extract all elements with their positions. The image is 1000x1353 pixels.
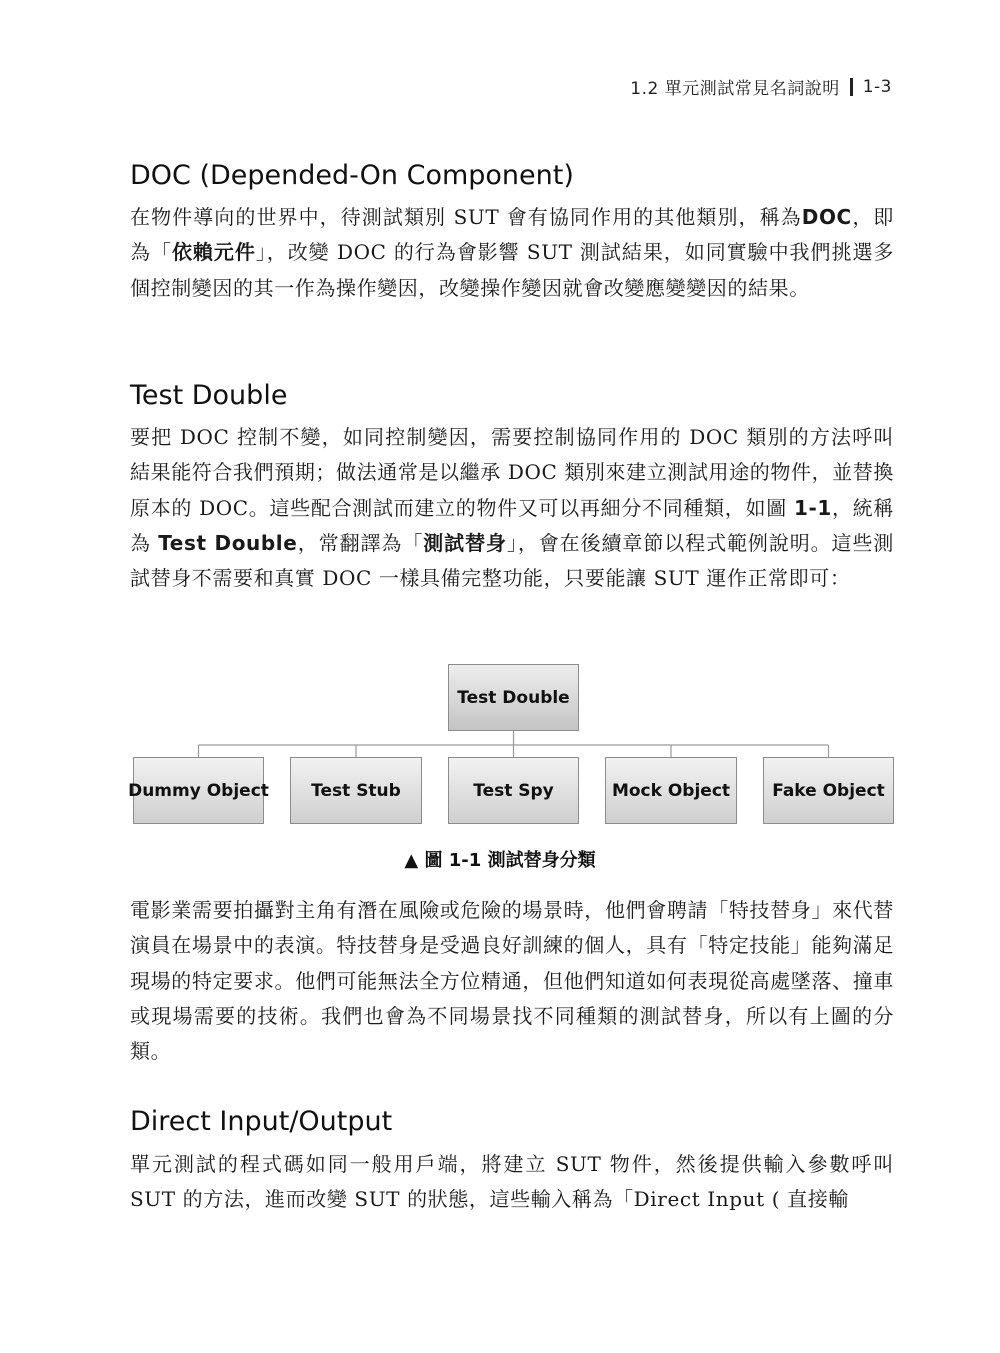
running-header xyxy=(630,74,892,99)
paragraph-td-bold-figure-ref: 1-1 xyxy=(793,495,832,520)
paragraph-stunt-double: 電影業需要拍攝對主角有潛在風險或危險的場景時，他們會聘請「特技替身」來代替演員在場景中的表演。特技替身是受過良好訓練的個人，具有「特定技能」能夠滿足現場的特定要求。他們可能無法全方位精通，但他們知道如何表現從高處墜落、撞車或現場需要的技術。我們也會為不同場景找不同種類的測試替身，所以有上圖的分類。 xyxy=(130,898,894,1064)
heading-doc: DOC (Depended-On Component) xyxy=(130,160,574,191)
paragraph-td-text-3: ，常翻譯為「 xyxy=(297,530,424,555)
paragraph-test-double xyxy=(130,420,894,596)
paragraph-td-bold-test-double: Test Double xyxy=(158,530,298,555)
header-page-number: 1-3 xyxy=(862,76,892,97)
node-dummy-object: Dummy Object xyxy=(133,757,264,824)
node-test-double: Test Double xyxy=(448,664,579,731)
paragraph-doc xyxy=(130,200,894,306)
paragraph-td-text-2: ，統稱為 xyxy=(130,495,894,555)
paragraph-td-text-1: 要把 DOC 控制不變，如同控制變因，需要控制協同作用的 DOC 類別的方法呼叫結果能符合我們預期；做法通常是以繼承 DOC 類別來建立測試用途的物件，並替換原本的 DOC。這些配合測試而建立的物件又可以再細分不同種類，如圖 xyxy=(130,425,894,520)
paragraph-doc-bold-term: 依賴元件 xyxy=(171,240,256,265)
paragraph-td-bold-term: 測試替身 xyxy=(423,530,507,555)
paragraph-td-text-4: 」，會在後續章節以程式範例說明。這些測試替身不需要和真實 DOC 一樣具備完整功能，只要能讓 SUT 運作正常即可： xyxy=(130,530,894,591)
header-separator xyxy=(850,78,853,96)
paragraph-doc-text-3: 」，改變 DOC 的行為會影響 SUT 測試結果，如同實驗中我們挑選多個控制變因的其一作為操作變因，改變操作變因就會改變應變變因的結果。 xyxy=(130,240,895,300)
paragraph-doc-bold-doc: DOC xyxy=(801,205,852,229)
node-fake-object: Fake Object xyxy=(763,757,894,824)
figure-caption: ▲ 圖 1-1 測試替身分類 xyxy=(404,850,596,871)
paragraph-doc-text-2: ，即為「 xyxy=(130,205,894,265)
header-section-title: 1.2 單元測試常見名詞說明 xyxy=(630,79,840,99)
node-mock-object: Mock Object xyxy=(605,757,737,824)
node-test-stub: Test Stub xyxy=(290,757,422,824)
node-test-spy: Test Spy xyxy=(448,757,579,824)
paragraph-doc-text-1: 在物件導向的世界中，待測試類別 SUT 會有協同作用的其他類別，稱為 xyxy=(130,205,802,229)
heading-direct-io: Direct Input/Output xyxy=(130,1106,393,1137)
heading-test-double: Test Double xyxy=(130,380,288,411)
paragraph-direct-io: 單元測試的程式碼如同一般用戶端，將建立 SUT 物件，然後提供輸入參數呼叫 SUT 的方法，進而改變 SUT 的狀態，這些輸入稱為「Direct Input ( 直接輸 xyxy=(130,1152,894,1212)
